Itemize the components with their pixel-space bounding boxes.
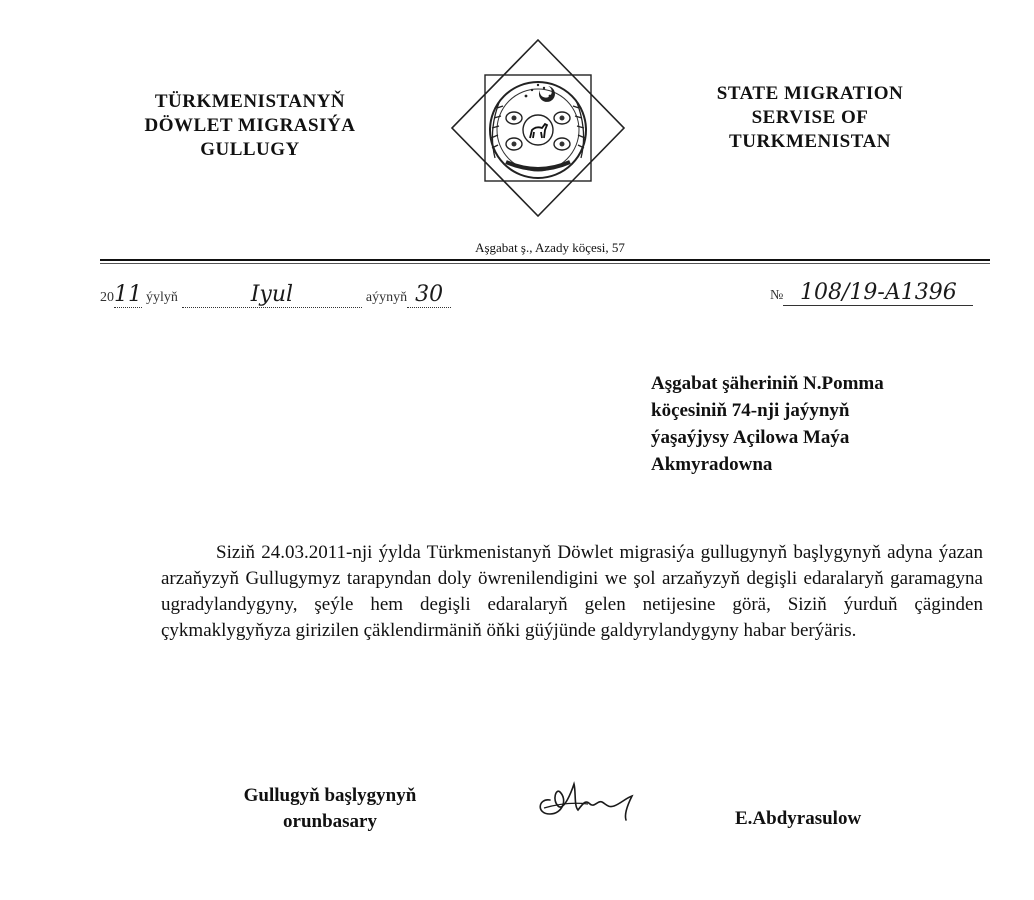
year-handwritten: 11 [114,282,142,307]
address: Aşgabat ş., Azady köçesi, 57 [475,240,625,255]
header-left-line-2: DÖWLET MIGRASIÝA [144,115,356,136]
header-right-line-2: SERVISE OF [751,107,869,128]
header-divider-thin [100,263,990,264]
recipient-line-3: ýaşaýjysy Açilowa Maýa [651,427,850,448]
day-handwritten: 30 [407,282,451,308]
header-right [670,82,950,154]
header-left-line-1: TÜRKMENISTANYŇ [154,91,346,112]
header-divider [100,259,990,261]
header-right-line-1: STATE MIGRATION [716,83,904,104]
recipient-block [651,370,991,478]
month-label: aýynyň [365,290,408,305]
signer-name: E.Abdyrasulow [735,808,862,829]
handwritten-signature [528,770,658,830]
year-prefix: 20 [100,290,114,305]
header-left-line-3: GULLUGY [200,139,300,160]
recipient-line-4: Akmyradowna [651,454,773,475]
date-line [100,282,451,308]
recipient-line-2: köçesiniň 74-nji jaýynyň [651,400,850,421]
state-emblem-icon [448,38,628,218]
year-label: ýylyň [146,290,178,305]
number-sign: № [770,288,784,303]
reference-number [770,280,973,306]
signer-title [195,783,465,835]
letter-body: Siziň 24.03.2011-nji ýylda Türkmenistanyň Döwlet migrasiýa gullugynyň başlygynyň adyna ýazan arzaňyzyň Gullugymyz tarapyndan doly öwrenilendigini we şol arzaňyzyň degişli edaralaryň garamagyna ugradylandygyny, şeýle hem degişli edaralaryň gelen netijesine görä, Siziň ýurduň çäginden çykmaklygyňyza girizilen çäklendirmäniň öňki güýjünde galdyrylandygyny habar berýäris. [161,542,983,641]
header-left [100,90,400,162]
signer-title-line-2: orunbasary [283,811,377,832]
signer-title-line-1: Gullugyň başlygynyň [243,785,417,806]
recipient-line-1: Aşgabat şäheriniň N.Pomma [651,373,884,394]
header-right-line-3: TURKMENISTAN [729,131,891,152]
month-handwritten: Iyul [182,282,362,308]
reference-handwritten: 108/19-A1396 [783,280,973,306]
